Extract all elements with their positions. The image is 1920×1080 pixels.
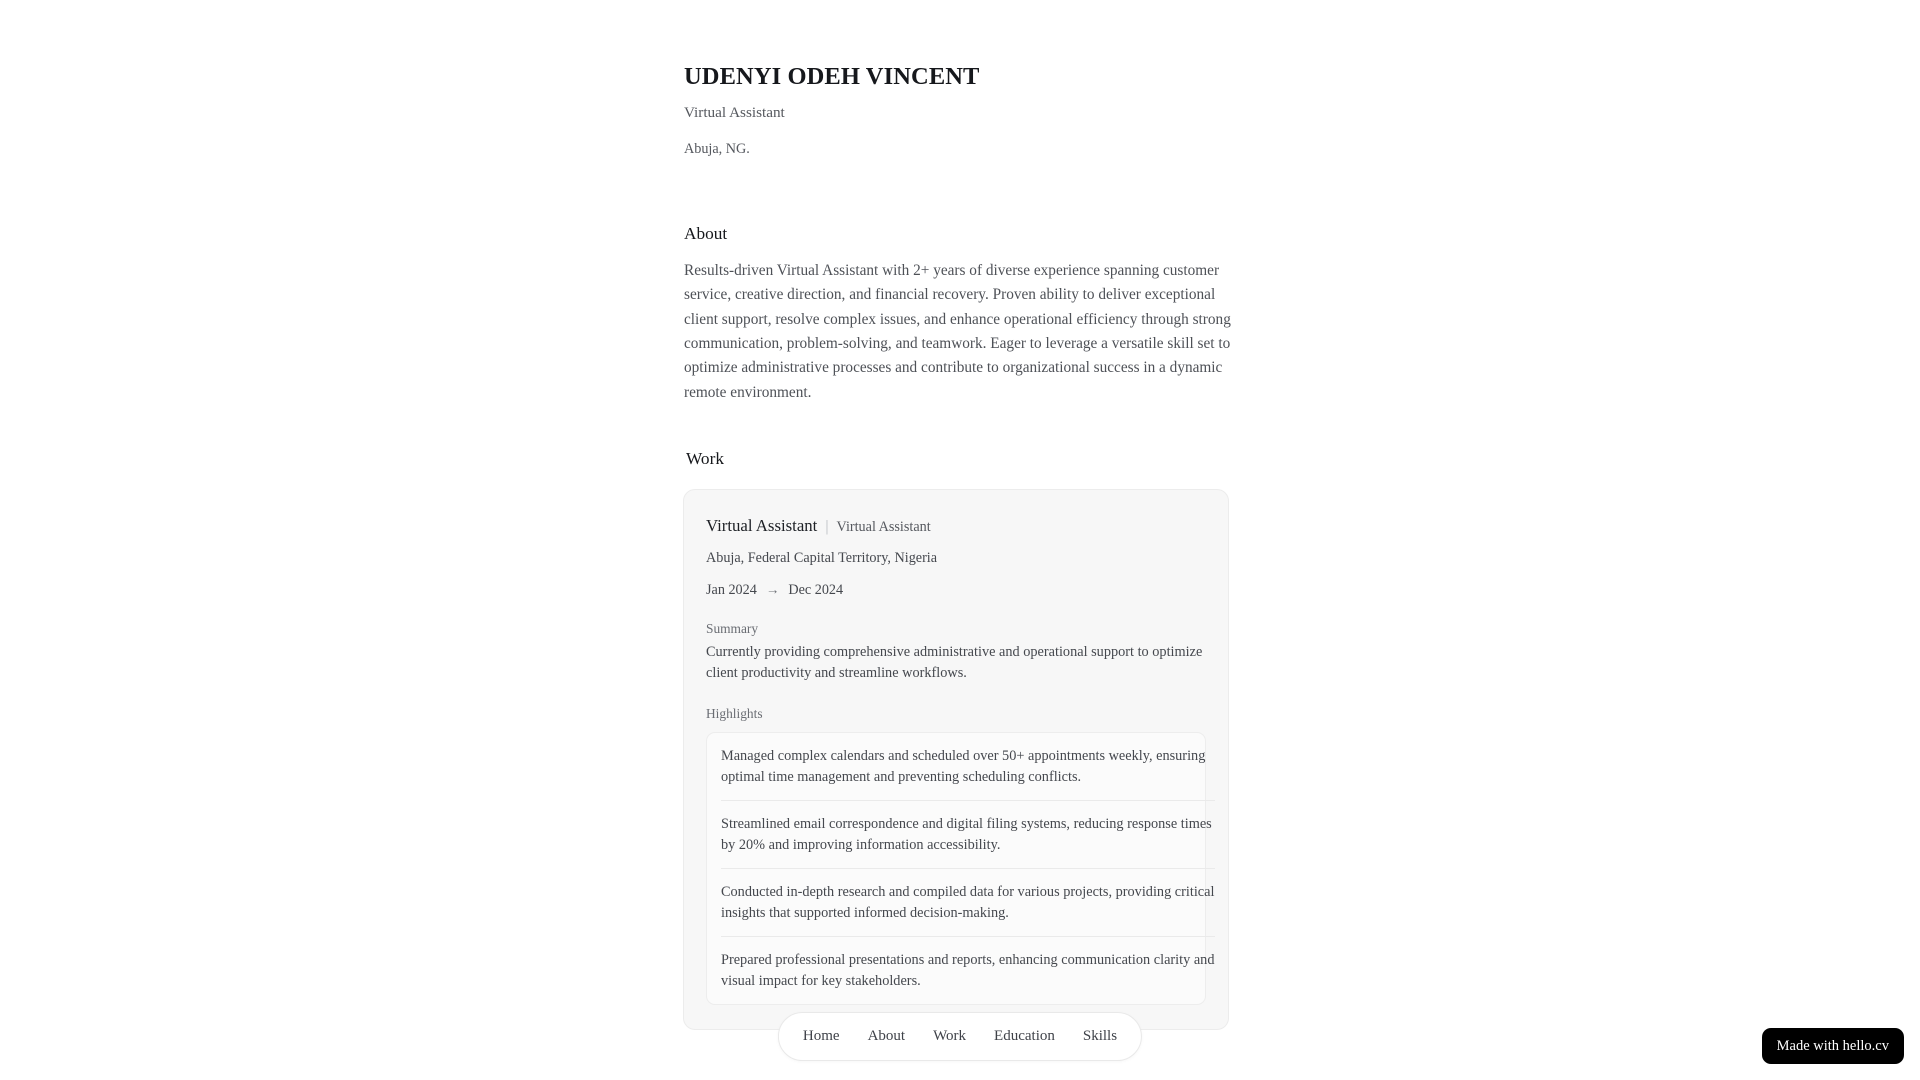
summary-label: Summary: [706, 621, 759, 637]
job-separator: |: [825, 518, 829, 536]
list-item: Streamlined email correspondence and digital filing systems, reducing response times by 20% and improving information accessibility.: [721, 801, 1215, 869]
job-headline: [706, 516, 1206, 537]
page-title: UDENYI ODEH VINCENT: [684, 63, 980, 90]
job-location: Abuja, Federal Capital Territory, Nigeria: [706, 550, 938, 567]
list-item: Prepared professional presentations and reports, enhancing communication clarity and visual impact for key stakeholders.: [721, 952, 1215, 989]
nav-item-skills[interactable]: Skills: [1082, 1028, 1118, 1044]
highlights-label: Highlights: [706, 706, 763, 722]
about-text: Results-driven Virtual Assistant with 2+ years of diverse experience spanning customer service, creative direction, and financial recovery. Proven ability to deliver exceptional client support, resolve complex issues, and enhance operational efficiency through strong communication, problem-solving, and teamwork. Eager to leverage a versatile skill set to optimize administrative processes and contribute to organizational success in a dynamic remote environment.: [684, 262, 1231, 401]
highlights-list: [706, 732, 1215, 1005]
nav-item-work[interactable]: Work: [933, 1028, 967, 1044]
header-role: Virtual Assistant: [684, 104, 785, 122]
arrow-right-icon: →: [765, 581, 780, 597]
resume-header: [683, 0, 1236, 159]
work-section-title: Work: [686, 448, 724, 468]
nav-item-education[interactable]: Education: [994, 1028, 1055, 1044]
about-section-title: About: [684, 223, 728, 243]
list-item: Conducted in-depth research and compiled data for various projects, providing critical insights that supported informed decision-making.: [721, 869, 1215, 937]
work-entry-card: [683, 489, 1229, 1030]
job-end-date: Dec 2024: [788, 581, 844, 598]
job-title: Virtual Assistant: [706, 516, 818, 536]
nav-item-about[interactable]: About: [867, 1028, 906, 1044]
made-with-badge[interactable]: Made with hello.cv: [1762, 1028, 1904, 1065]
about-section: [683, 223, 1236, 405]
list-item: Managed complex calendars and scheduled over 50+ appointments weekly, ensuring optimal time management and preventing scheduling conflicts.: [721, 733, 1215, 801]
header-location: Abuja, NG.: [684, 141, 750, 158]
work-section: [683, 448, 1236, 1031]
job-company: Virtual Assistant: [836, 519, 931, 536]
job-summary-text: Currently providing comprehensive administrative and operational support to optimize client productivity and streamline workflows.: [706, 644, 1203, 681]
bottom-nav: [778, 1012, 1142, 1061]
job-date-range: [706, 581, 1206, 599]
nav-item-home[interactable]: Home: [802, 1028, 840, 1044]
content-column: [683, 0, 1236, 1030]
job-start-date: Jan 2024: [706, 581, 757, 598]
